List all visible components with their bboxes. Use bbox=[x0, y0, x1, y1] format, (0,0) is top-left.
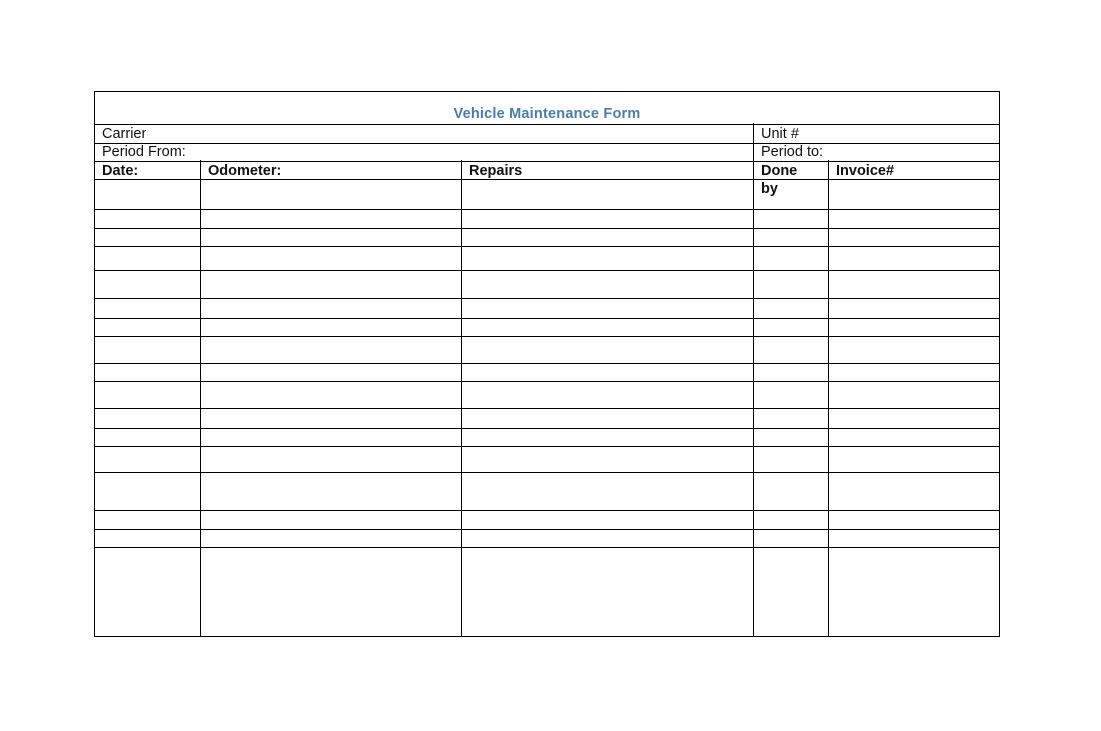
table-row bbox=[95, 161, 999, 179]
cell-odometer[interactable] bbox=[200, 381, 461, 408]
cell-repairs[interactable] bbox=[461, 428, 753, 446]
cell-date[interactable] bbox=[95, 143, 200, 161]
cell-odometer[interactable] bbox=[200, 428, 461, 446]
cell-odometer[interactable] bbox=[200, 529, 461, 545]
cell-invoice[interactable] bbox=[828, 529, 999, 545]
cell-odometer[interactable] bbox=[200, 336, 461, 363]
cell-repairs[interactable] bbox=[461, 336, 753, 363]
cell-invoice[interactable] bbox=[828, 336, 999, 363]
cell-invoice[interactable] bbox=[828, 298, 999, 318]
cell-odometer[interactable] bbox=[200, 161, 461, 179]
column-header-invoice: Invoice# bbox=[836, 163, 895, 179]
cell-done-by[interactable] bbox=[753, 428, 828, 446]
column-header-odometer: Odometer: bbox=[208, 163, 282, 179]
cell-invoice[interactable] bbox=[828, 363, 999, 381]
cell-odometer[interactable] bbox=[200, 363, 461, 381]
cell-odometer[interactable] bbox=[200, 143, 461, 161]
cell-date[interactable] bbox=[95, 381, 200, 408]
table-row bbox=[95, 246, 999, 270]
cell-odometer[interactable] bbox=[200, 179, 461, 209]
cell-date[interactable] bbox=[95, 510, 200, 529]
period-to-label: Period to: bbox=[761, 144, 824, 160]
cell-repairs[interactable] bbox=[461, 472, 753, 510]
cell-date[interactable] bbox=[95, 318, 200, 336]
cell-done-by[interactable] bbox=[753, 246, 828, 270]
cell-repairs[interactable] bbox=[461, 228, 753, 246]
cell-repairs[interactable] bbox=[461, 246, 753, 270]
cell-invoice[interactable] bbox=[828, 228, 999, 246]
cell-repairs[interactable] bbox=[461, 363, 753, 381]
cell-odometer[interactable] bbox=[200, 318, 461, 336]
cell-done-by[interactable] bbox=[753, 318, 828, 336]
row-divider bbox=[95, 270, 999, 271]
cell-date[interactable] bbox=[95, 161, 200, 179]
cell-invoice[interactable] bbox=[828, 428, 999, 446]
cell-date[interactable] bbox=[95, 336, 200, 363]
row-divider bbox=[95, 161, 999, 162]
table-row bbox=[95, 124, 999, 143]
cell-done-by[interactable] bbox=[753, 381, 828, 408]
vehicle-maintenance-form bbox=[94, 91, 1000, 637]
row-divider bbox=[95, 124, 999, 125]
cell-repairs[interactable] bbox=[461, 270, 753, 298]
table-row bbox=[95, 510, 999, 529]
row-divider bbox=[95, 298, 999, 299]
table-row bbox=[95, 529, 999, 545]
form-title: Vehicle Maintenance Form bbox=[453, 106, 641, 122]
column-header-repairs: Repairs bbox=[469, 163, 523, 179]
cell-done-by[interactable] bbox=[753, 209, 828, 228]
cell-done-by[interactable] bbox=[753, 270, 828, 298]
cell-repairs[interactable] bbox=[461, 318, 753, 336]
table-row bbox=[95, 446, 999, 472]
cell-repairs[interactable] bbox=[461, 161, 753, 179]
cell-date[interactable] bbox=[95, 472, 200, 510]
cell-date[interactable] bbox=[95, 270, 200, 298]
cell-done-by[interactable] bbox=[753, 124, 828, 143]
cell-done-by[interactable] bbox=[753, 298, 828, 318]
cell-odometer[interactable] bbox=[200, 446, 461, 472]
table-row bbox=[95, 228, 999, 246]
cell-invoice[interactable] bbox=[828, 246, 999, 270]
cell-repairs[interactable] bbox=[461, 298, 753, 318]
cell-done-by[interactable] bbox=[753, 472, 828, 510]
cell-date[interactable] bbox=[95, 298, 200, 318]
cell-repairs[interactable] bbox=[461, 143, 753, 161]
table-row bbox=[95, 408, 999, 428]
table-row bbox=[95, 209, 999, 228]
cell-repairs[interactable] bbox=[461, 209, 753, 228]
row-divider bbox=[95, 381, 999, 382]
cell-invoice[interactable] bbox=[828, 143, 999, 161]
row-divider bbox=[95, 336, 999, 337]
cell-repairs[interactable] bbox=[461, 529, 753, 545]
cell-done-by[interactable] bbox=[753, 363, 828, 381]
table-row bbox=[95, 270, 999, 298]
row-divider bbox=[95, 547, 999, 548]
table-row bbox=[95, 318, 999, 336]
cell-repairs[interactable] bbox=[461, 124, 753, 143]
cell-invoice[interactable] bbox=[828, 408, 999, 428]
row-divider bbox=[95, 143, 999, 144]
row-divider bbox=[95, 428, 999, 429]
row-divider bbox=[95, 209, 999, 210]
cell-done-by[interactable] bbox=[753, 228, 828, 246]
cell-repairs[interactable] bbox=[461, 408, 753, 428]
cell-repairs[interactable] bbox=[461, 510, 753, 529]
cell-repairs[interactable] bbox=[461, 446, 753, 472]
cell-invoice[interactable] bbox=[828, 161, 999, 179]
cell-invoice[interactable] bbox=[828, 381, 999, 408]
row-divider bbox=[95, 246, 999, 247]
cell-odometer[interactable] bbox=[200, 510, 461, 529]
cell-odometer[interactable] bbox=[200, 124, 461, 143]
cell-date[interactable] bbox=[95, 446, 200, 472]
cell-done-by[interactable] bbox=[753, 179, 828, 209]
row-divider bbox=[95, 529, 999, 530]
row-divider bbox=[95, 179, 999, 180]
cell-odometer[interactable] bbox=[200, 298, 461, 318]
cell-done-by[interactable] bbox=[753, 336, 828, 363]
cell-done-by[interactable] bbox=[753, 529, 828, 545]
cell-odometer[interactable] bbox=[200, 472, 461, 510]
cell-repairs[interactable] bbox=[461, 381, 753, 408]
cell-invoice[interactable] bbox=[828, 472, 999, 510]
table-row bbox=[95, 472, 999, 510]
table-row bbox=[95, 363, 999, 381]
column-header-done-by: Done by bbox=[761, 163, 798, 197]
cell-invoice[interactable] bbox=[828, 209, 999, 228]
cell-date[interactable] bbox=[95, 408, 200, 428]
cell-invoice[interactable] bbox=[828, 318, 999, 336]
cell-invoice[interactable] bbox=[828, 124, 999, 143]
table-row bbox=[95, 298, 999, 318]
carrier-label: Carrier bbox=[102, 126, 147, 142]
cell-odometer[interactable] bbox=[200, 209, 461, 228]
cell-date[interactable] bbox=[95, 228, 200, 246]
table-row bbox=[95, 143, 999, 161]
column-header-date: Date: bbox=[102, 163, 139, 179]
cell-done-by[interactable] bbox=[753, 143, 828, 161]
cell-repairs[interactable] bbox=[461, 179, 753, 209]
cell-invoice[interactable] bbox=[828, 179, 999, 209]
cell-invoice[interactable] bbox=[828, 510, 999, 529]
row-divider bbox=[95, 446, 999, 447]
table-row bbox=[95, 179, 999, 209]
row-divider bbox=[95, 472, 999, 473]
cell-odometer[interactable] bbox=[200, 270, 461, 298]
row-divider bbox=[95, 510, 999, 511]
cell-odometer[interactable] bbox=[200, 408, 461, 428]
cell-odometer[interactable] bbox=[200, 246, 461, 270]
cell-done-by[interactable] bbox=[753, 408, 828, 428]
cell-done-by[interactable] bbox=[753, 446, 828, 472]
cell-date[interactable] bbox=[95, 124, 200, 143]
table-row bbox=[95, 336, 999, 363]
cell-date[interactable] bbox=[95, 209, 200, 228]
table-row bbox=[95, 428, 999, 446]
cell-invoice[interactable] bbox=[828, 446, 999, 472]
cell-date[interactable] bbox=[95, 529, 200, 545]
unit-label: Unit # bbox=[761, 126, 799, 142]
row-divider bbox=[95, 363, 999, 364]
cell-invoice[interactable] bbox=[828, 270, 999, 298]
period-from-label: Period From: bbox=[102, 144, 186, 160]
cell-date[interactable] bbox=[95, 428, 200, 446]
row-divider bbox=[95, 408, 999, 409]
cell-date[interactable] bbox=[95, 363, 200, 381]
cell-date[interactable] bbox=[95, 179, 200, 209]
cell-date[interactable] bbox=[95, 246, 200, 270]
table-row bbox=[95, 381, 999, 408]
cell-done-by[interactable] bbox=[753, 510, 828, 529]
cell-odometer[interactable] bbox=[200, 228, 461, 246]
cell-done-by[interactable] bbox=[753, 161, 828, 179]
row-divider bbox=[95, 228, 999, 229]
row-divider bbox=[95, 318, 999, 319]
